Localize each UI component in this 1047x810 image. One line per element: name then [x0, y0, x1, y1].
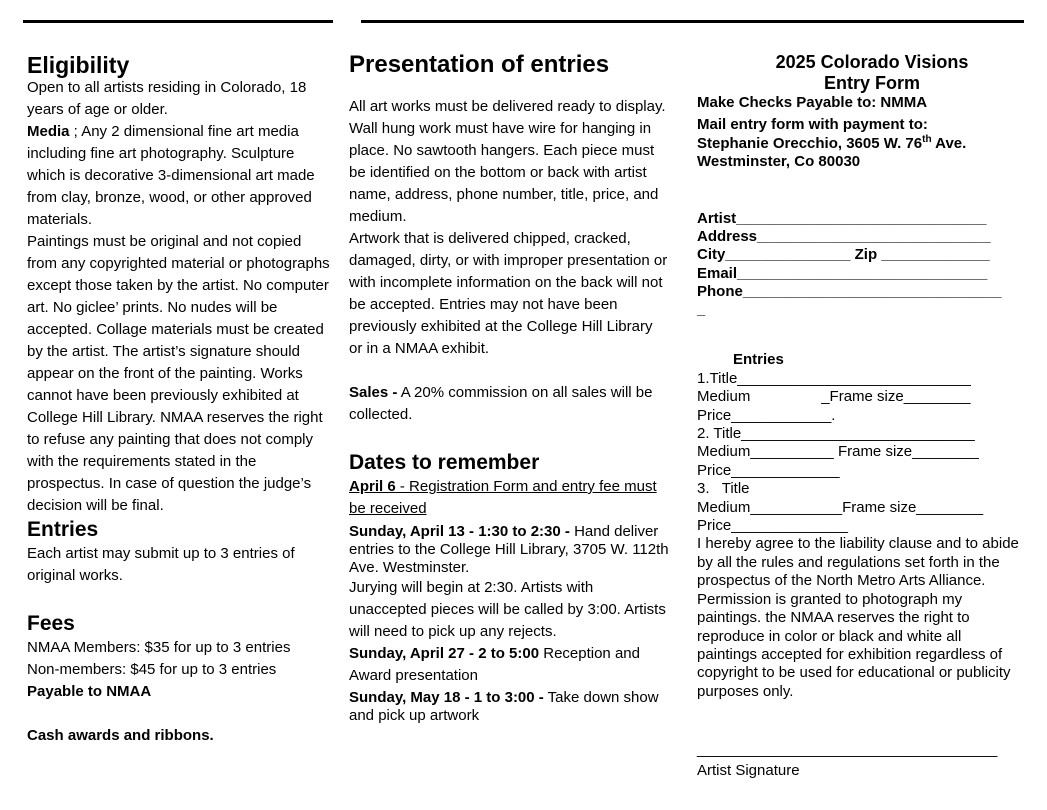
date-takedown-label: Sunday, May 18 - 1 to 3:00 - [349, 689, 544, 706]
entries-list [697, 370, 1027, 536]
entry-line[interactable]: 3. Title [697, 480, 750, 498]
fees-payable: Payable to NMAA [27, 683, 152, 700]
signature-label: Artist Signature [697, 761, 800, 779]
date-reception-label: Sunday, April 27 - 2 to 5:00 [349, 645, 540, 662]
fees-heading: Fees [27, 612, 75, 635]
date-delivery-text: Hand deliver entries to the College Hill Library, 3705 W. 112th Ave. Westminster. [349, 523, 669, 576]
date-takedown-text: Take down show and pick up artwork [349, 689, 659, 724]
form-entries-heading: Entries [733, 351, 784, 369]
entries-heading: Entries [27, 518, 99, 541]
mail-address-line2: Westminster, Co 80030 [697, 153, 861, 171]
date-delivery [349, 523, 669, 577]
sales-paragraph [349, 382, 669, 426]
date-reception-text: Reception and Award presentation [349, 645, 640, 684]
mail-address-street: Stephanie Orecchio, 3605 W. 76 [697, 134, 923, 152]
entry-line[interactable]: Medium _Frame size________ [697, 388, 971, 406]
entry-line[interactable]: 1.Title____________________________ [697, 369, 971, 387]
mail-address-ave: Ave. [931, 134, 967, 152]
entries-text: Each artist may submit up to 3 entries of original works. [27, 545, 295, 584]
media-text: ; Any 2 dimensional fine art media including fine art photography. Sculpture which is decorative 3-dimensional art made from clay, bronze, wood, or other approved materials. [27, 123, 315, 228]
entry-line[interactable]: 2. Title____________________________ [697, 425, 975, 443]
checks-payable: Make Checks Payable to: NMMA [697, 94, 928, 111]
media-label: Media [27, 123, 70, 140]
date-jurying: Jurying will begin at 2:30. Artists with unaccepted pieces will be called by 3:00. Artists will need to pick up any rejects. [349, 579, 666, 640]
entry-line[interactable]: Price_____________ [697, 461, 840, 479]
top-rule-left [23, 20, 333, 23]
city-zip-field[interactable]: City_______________ Zip _____________ [697, 246, 990, 264]
media-paragraph [27, 121, 332, 231]
artist-field[interactable]: Artist______________________________ [697, 209, 987, 227]
mail-address-sup: th [922, 133, 932, 145]
agreement-text: I hereby agree to the liability clause and to abide by all the rules and regulations set forth in the prospectus of the North Metro Arts Alliance. Permission is granted to photograph my paintings. the NMAA reserves the right to reproduce in color or black and white all paintings accepted for exhibition regardless of copyright to be used for educational or publicity purposes only. [697, 535, 1019, 700]
entry-line[interactable]: Medium___________Frame size________ [697, 498, 984, 516]
signature-line[interactable]: ____________________________________ [697, 741, 998, 759]
entry-line[interactable]: Medium__________ Frame size________ [697, 443, 979, 461]
eligibility-heading: Eligibility [27, 52, 130, 78]
mail-address-line1 [697, 135, 1027, 153]
date-registration [349, 476, 669, 520]
fees-awards: Cash awards and ribbons. [27, 727, 214, 744]
mail-instruction: Mail entry form with payment to: [697, 116, 928, 134]
date-registration-text: - Registration Form and entry fee must be received [349, 478, 657, 517]
form-title: 2025 Colorado Visions [775, 52, 969, 72]
top-rule-right [361, 20, 1024, 23]
column-middle [349, 48, 669, 725]
fees-nonmembers: Non-members: $45 for up to 3 entries [27, 661, 277, 678]
phone-field[interactable]: Phone_______________________________ [697, 282, 1002, 300]
eligibility-intro: Open to all artists residing in Colorado, 18 years of age or older. [27, 79, 307, 118]
sales-text: A 20% commission on all sales will be collected. [349, 384, 653, 423]
date-registration-label: April 6 [349, 478, 396, 495]
presentation-heading: Presentation of entries [349, 51, 610, 78]
column-left [27, 48, 332, 747]
entry-line[interactable]: Price____________. [697, 406, 836, 424]
address-field[interactable]: Address____________________________ [697, 227, 991, 245]
form-subtitle: Entry Form [823, 73, 920, 93]
fees-members: NMAA Members: $35 for up to 3 entries [27, 639, 291, 656]
phone-field-tail: _ [697, 301, 706, 319]
sales-label: Sales - [349, 384, 398, 401]
date-delivery-label: Sunday, April 13 - 1:30 to 2:30 - [349, 523, 570, 540]
entry-line[interactable]: Price______________ [697, 517, 848, 535]
presentation-p2: Artwork that is delivered chipped, cracked, damaged, dirty, or with improper presentation or with incomplete information on the back will not be accepted. Entries may not have been previously exhibited at the College Hill Library or in a NMAA exhibit. [349, 230, 668, 357]
email-field[interactable]: Email______________________________ [697, 264, 988, 282]
dates-heading: Dates to remember [349, 451, 540, 474]
contact-fields [697, 210, 1027, 320]
date-takedown [349, 689, 669, 725]
eligibility-rules: Paintings must be original and not copied from any copyrighted material or photographs except those taken by the artist. No computer art. No giclee’ prints. No nudes will be accepted. Collage materials must be created by the artist. The artist’s signature should appear on the front of the painting. Works cannot have been previously exhibited at College Hill Library. NMAA reserves the right to refuse any painting that does not comply with the requirements stated in the prospectus. In case of question the judge’s decision will be final. [27, 233, 330, 514]
date-reception [349, 643, 669, 687]
column-entry-form [697, 48, 1027, 780]
presentation-p1: All art works must be delivered ready to display. Wall hung work must have wire for hanging in place. No sawtooth hangers. Each piece must be identified on the bottom or back with artist name, address, phone number, title, price, and medium. [349, 98, 666, 225]
